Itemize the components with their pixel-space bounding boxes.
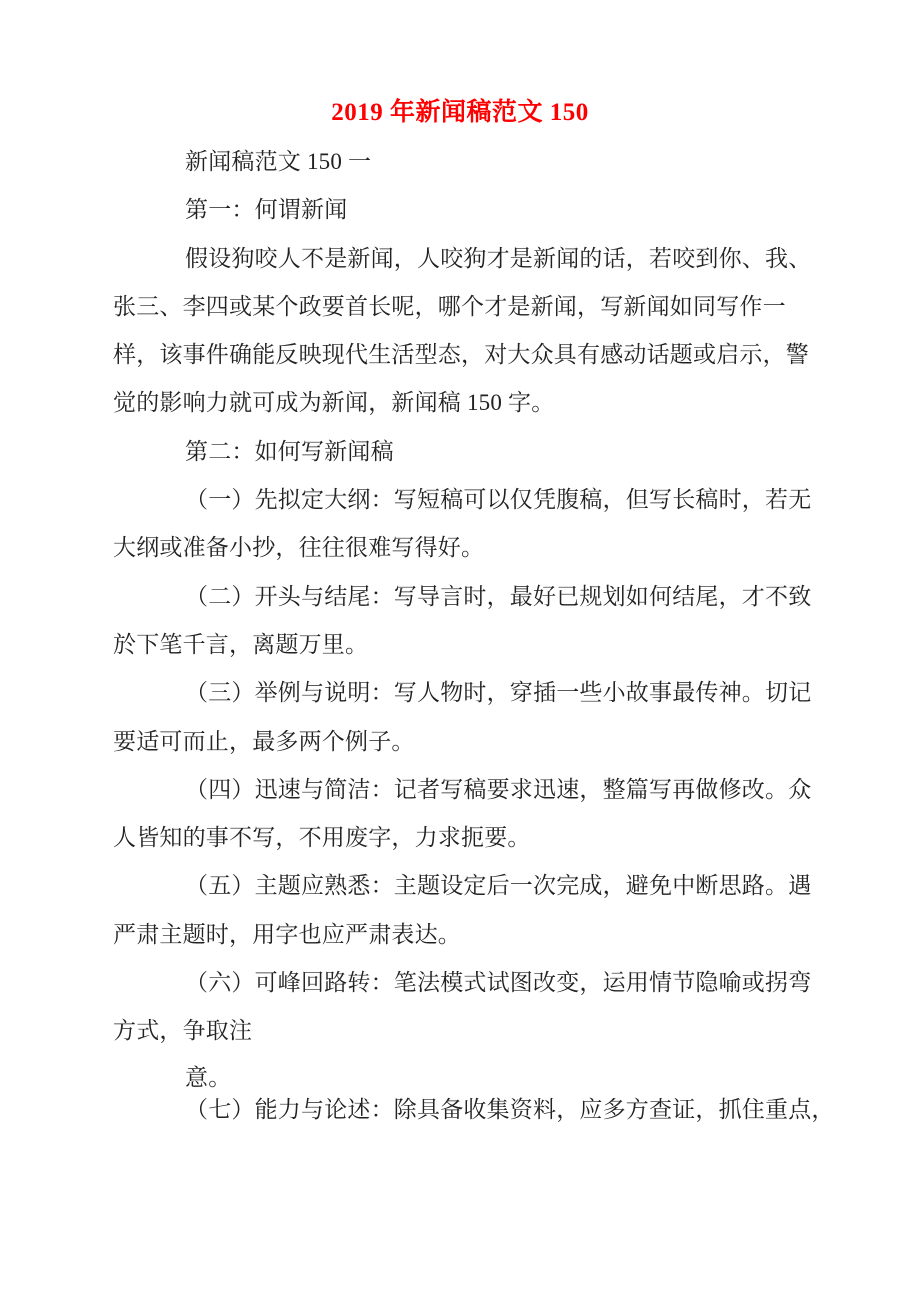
text-line: （三）举例与说明：写人物时，穿插一些小故事最传神。切记 <box>185 680 812 706</box>
text-line: 人皆知的事不写，不用废字，力求扼要。 <box>113 825 531 851</box>
text-line: （七）能力与论述：除具备收集资料，应多方查证，抓住重点， <box>185 1096 835 1122</box>
text-line: （二）开头与结尾：写导言时，最好已规划如何结尾，才不致 <box>185 583 812 609</box>
text-line: 样，该事件确能反映现代生活型态，对大众具有感动话题或启示，警 <box>113 342 809 368</box>
text-line: （五）主题应熟悉：主题设定后一次完成，避免中断思路。遇 <box>185 873 812 899</box>
text-line: 於下笔千言，离题万里。 <box>113 631 369 657</box>
text-line: 新闻稿范文 150 一 <box>185 149 372 174</box>
text-line: 觉的影响力就可成为新闻，新闻稿 150 字。 <box>113 390 555 416</box>
text-line: （四）迅速与简洁：记者写稿要求迅速，整篇写再做修改。众 <box>185 776 812 802</box>
document-title: 2019 年新闻稿范文 150 <box>331 99 589 126</box>
text-line: 意。 <box>185 1064 232 1090</box>
text-line: （一）先拟定大纲：写短稿可以仅凭腹稿，但写长稿时，若无 <box>185 487 812 513</box>
text-line: 要适可而止，最多两个例子。 <box>113 728 415 754</box>
text-line: 假设狗咬人不是新闻，人咬狗才是新闻的话，若咬到你、我、 <box>185 245 812 271</box>
text-line: 方式，争取注 <box>113 1018 253 1044</box>
text-line: 第二：如何写新闻稿 <box>185 438 394 464</box>
text-line: 张三、李四或某个政要首长呢，哪个才是新闻，写新闻如同写作一 <box>113 293 786 319</box>
text-line: 第一：何谓新闻 <box>185 197 348 223</box>
text-line: （六）可峰回路转：笔法模式试图改变，运用情节隐喻或拐弯 <box>185 970 812 996</box>
document-body <box>113 138 873 1134</box>
text-line: 严肃主题时，用字也应严肃表达。 <box>113 921 461 947</box>
text-line: 大纲或准备小抄，往往很难写得好。 <box>113 535 485 561</box>
